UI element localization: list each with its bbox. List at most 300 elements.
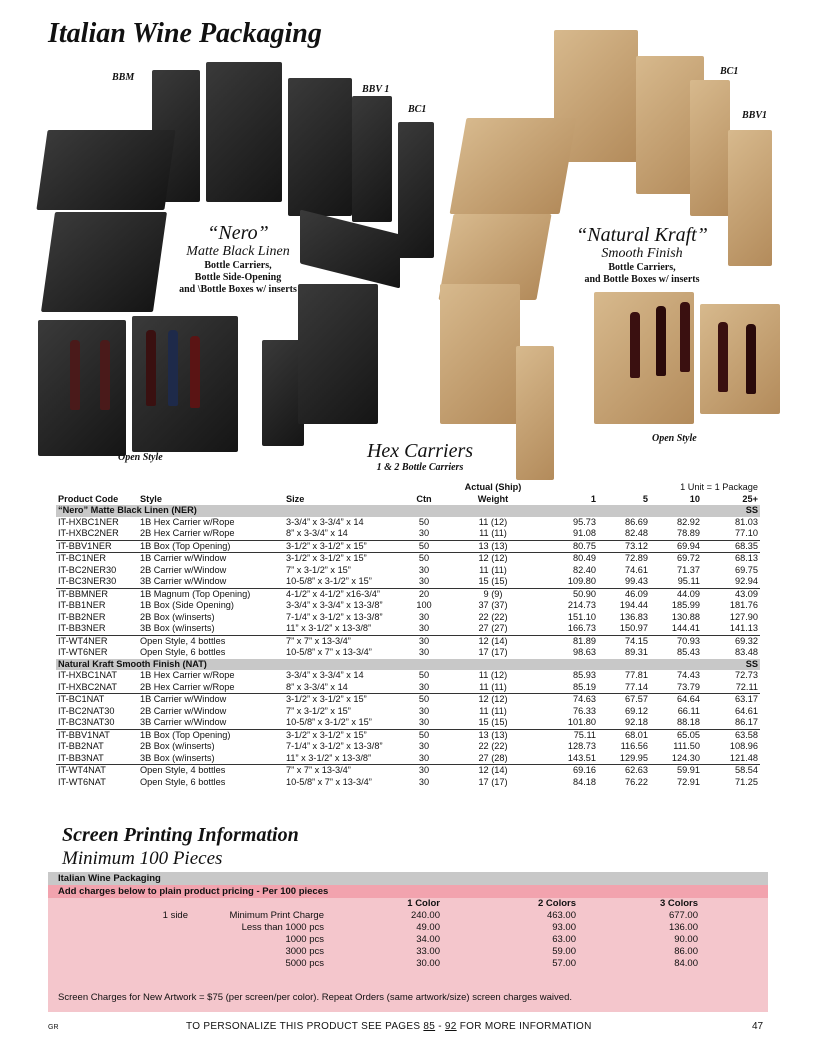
cell-p5: 74.15: [598, 635, 650, 647]
cell-c3: 90.00: [674, 934, 698, 945]
cell-p5: 77.14: [625, 681, 648, 692]
kraft-line1: Bottle Carriers,: [608, 262, 676, 273]
photo-black-hex-2: [298, 284, 378, 424]
cell-p1: 91.08: [573, 528, 596, 538]
kraft-line2: and Bottle Boxes w/ inserts: [584, 274, 700, 285]
table-row: [56, 717, 760, 729]
cell-p25: 68.35: [702, 540, 760, 553]
nero-caption: [168, 222, 308, 296]
cell-p10: 144.41: [671, 623, 700, 633]
photo-black-3b-carrier: [206, 62, 282, 202]
col-2-colors: 2 Colors: [537, 898, 576, 909]
label-bbv1-left: BBV 1: [362, 84, 390, 95]
cell-p1: 74.63: [540, 694, 598, 706]
cell-ctn: 50: [418, 516, 430, 527]
cell-p10: 73.79: [677, 681, 700, 692]
footer-text-after: FOR MORE INFORMATION: [456, 1021, 592, 1032]
cell-p5: 194.44: [619, 600, 648, 610]
table-row: [56, 647, 760, 659]
cell-p5: 99.43: [625, 576, 648, 586]
cell-side: [48, 934, 188, 946]
cell-ctn: 50: [402, 540, 446, 553]
cell-size: 3-1/2” x 3-1/2” x 15”: [284, 553, 402, 565]
cell-size: 11” x 3-1/2” x 13-3/8”: [286, 623, 372, 633]
cell-ctn: 30: [418, 717, 430, 727]
bottle-icon: [656, 306, 666, 376]
cell-side: 1 side: [162, 910, 188, 921]
cell-c1: 34.00: [416, 934, 440, 945]
screen-printing-header: Italian Wine Packaging: [48, 872, 768, 885]
cell-style: 2B Hex Carrier w/Rope: [140, 681, 235, 692]
photo-black-2b-carrier: [288, 78, 352, 216]
cell-p1: 82.40: [573, 564, 596, 575]
page-title: Italian Wine Packaging: [48, 18, 322, 49]
cell-weight: 15 (15): [478, 717, 508, 727]
cell-size: 3-3/4” x 3-3/4” x 14: [286, 516, 364, 527]
cell-weight: 11 (11): [479, 528, 507, 538]
cell-ctn: 50: [402, 729, 446, 741]
table-row: [48, 946, 698, 958]
cell-ctn: 30: [418, 611, 430, 622]
cell-code: IT-BC3NAT30: [58, 717, 115, 727]
table-row: [56, 694, 760, 706]
nero-line2: Bottle Side-Opening: [194, 272, 282, 283]
cell-size: 3-3/4” x 3-3/4” x 13-3/8”: [286, 600, 383, 610]
cell-p1: 85.19: [573, 681, 596, 692]
cell-p10: 82.92: [677, 516, 700, 527]
col-qty-5: 5: [642, 493, 648, 504]
cell-p5: 116.56: [620, 741, 648, 751]
col-ctn: Ctn: [416, 493, 432, 504]
cell-p5: 77.81: [625, 670, 648, 680]
cell-p25: 43.09: [702, 588, 760, 600]
link-page-85[interactable]: 85: [423, 1021, 436, 1032]
cell-ctn: 30: [418, 681, 430, 692]
cell-code: IT-BBV1NER: [56, 540, 138, 553]
cell-ctn: 30: [418, 752, 430, 763]
cell-size: 4-1/2” x 4-1/2” x16-3/4”: [284, 588, 402, 600]
photo-black-bc1-carrier: [398, 122, 434, 258]
section-tag: SS: [702, 505, 760, 517]
cell-p5: 76.22: [625, 776, 648, 787]
label-open-style-right: Open Style: [652, 433, 697, 444]
col-code: Product Code: [58, 493, 119, 504]
cell-weight: 12 (12): [446, 694, 540, 706]
nero-name: “Nero”: [207, 222, 269, 244]
cell-code: IT-BB3NER: [58, 623, 106, 633]
cell-p10: 88.18: [677, 717, 700, 727]
cell-code: IT-HXBC1NAT: [58, 670, 118, 680]
cell-ctn: 100: [416, 600, 432, 610]
table-row: [56, 706, 760, 718]
cell-size: 10-5/8” x 3-1/2” x 15”: [286, 576, 372, 586]
bottle-icon: [190, 336, 200, 408]
cell-ctn: 30: [418, 741, 430, 751]
photo-black-open-4: [38, 320, 126, 456]
col-qty-10: 10: [689, 493, 700, 504]
cell-style: 2B Carrier w/Window: [140, 564, 227, 575]
cell-style: 3B Carrier w/Window: [140, 576, 227, 586]
cell-weight: 17 (17): [478, 776, 508, 787]
cell-style: 1B Hex Carrier w/Rope: [140, 516, 235, 527]
cell-size: 7” x 3-1/2” x 15”: [286, 564, 351, 575]
cell-p5: 129.95: [619, 752, 648, 763]
cell-p10: 71.37: [677, 564, 700, 575]
screen-printing-subheader: Add charges below to plain product pricing - Per 100 pieces: [48, 885, 768, 898]
cell-code: IT-BBMNER: [56, 588, 138, 600]
section-name: Natural Kraft Smooth Finish (NAT): [56, 659, 702, 671]
cell-p10: 65.05: [650, 729, 702, 741]
cell-style: Open Style, 6 bottles: [140, 647, 226, 657]
cell-p25: 72.11: [735, 681, 758, 692]
cell-p25: 127.90: [729, 611, 758, 622]
cell-style: 2B Carrier w/Window: [140, 705, 227, 716]
screen-printing-panel: [48, 872, 768, 1012]
cell-label: 1000 pcs: [285, 934, 324, 945]
cell-c2: 93.00: [552, 922, 576, 933]
price-table: [56, 482, 760, 788]
cell-weight: 27 (27): [478, 623, 508, 633]
screen-printing-table: [48, 898, 698, 970]
cell-code: IT-WT6NAT: [58, 776, 106, 787]
cell-size: 8” x 3-3/4” x 14: [286, 681, 348, 692]
col-qty-1: 1: [590, 493, 596, 504]
section-tag: SS: [702, 659, 760, 671]
cell-style: 2B Hex Carrier w/Rope: [140, 528, 235, 538]
cell-code: IT-BB2NER: [58, 611, 106, 622]
cell-p25: 63.17: [702, 694, 760, 706]
cell-c3: 84.00: [674, 958, 698, 969]
cell-c1: 30.00: [416, 958, 440, 969]
footer-text-before: TO PERSONALIZE THIS PRODUCT SEE PAGES: [186, 1021, 424, 1032]
table-row: [56, 600, 760, 612]
cell-label: 3000 pcs: [285, 946, 324, 957]
footer-text: [186, 1021, 592, 1032]
cell-ctn: 30: [418, 564, 430, 575]
cell-p10: 185.99: [671, 600, 700, 610]
cell-size: 8” x 3-3/4” x 14: [286, 528, 348, 538]
cell-c2: 59.00: [552, 946, 576, 957]
photo-black-open-box: [36, 130, 175, 210]
section-name: “Nero” Matte Black Linen (NER): [56, 505, 702, 517]
cell-ctn: 50: [418, 670, 430, 680]
cell-p25: 69.32: [702, 635, 760, 647]
cell-c3: 86.00: [674, 946, 698, 957]
cell-c2: 63.00: [552, 934, 576, 945]
kraft-finish: Smooth Finish: [601, 246, 683, 261]
cell-weight: 11 (11): [479, 564, 507, 575]
col-style: Style: [140, 493, 162, 504]
cell-code: IT-BC1NAT: [56, 694, 138, 706]
cell-p10: 74.43: [677, 670, 700, 680]
cell-style: 1B Magnum (Top Opening): [138, 588, 284, 600]
cell-style: 1B Box (Top Opening): [138, 540, 284, 553]
cell-code: IT-WT4NER: [56, 635, 138, 647]
cell-c3: 136.00: [668, 922, 698, 933]
cell-weight: 13 (13): [446, 540, 540, 553]
cell-style: 3B Box (w/inserts): [140, 623, 215, 633]
cell-p10: 78.89: [677, 528, 700, 538]
cell-size: 7-1/4” x 3-1/2” x 13-3/8”: [286, 741, 383, 751]
table-row: [56, 753, 760, 765]
cell-style: Open Style, 6 bottles: [140, 776, 226, 787]
cell-ctn: 30: [418, 528, 430, 538]
cell-ctn: 30: [418, 705, 430, 716]
cell-weight: 12 (14): [446, 635, 540, 647]
cell-weight: 11 (11): [479, 681, 507, 692]
cell-p25: 69.75: [735, 564, 758, 575]
bottle-icon: [630, 312, 640, 378]
table-row: [56, 741, 760, 753]
cell-side: [48, 946, 188, 958]
cell-p5: 136.83: [619, 611, 648, 622]
cell-size: 11” x 3-1/2” x 13-3/8”: [286, 752, 372, 763]
cell-weight: 22 (22): [478, 611, 508, 622]
bottle-icon: [100, 340, 110, 410]
cell-style: Open Style, 4 bottles: [138, 765, 284, 777]
col-1-color: 1 Color: [407, 898, 440, 909]
cell-ctn: 30: [418, 623, 430, 633]
cell-p5: 62.63: [598, 765, 650, 777]
table-row: [56, 517, 760, 529]
col-qty-25: 25+: [742, 493, 758, 504]
cell-p1: 50.90: [540, 588, 598, 600]
cell-p1: 101.80: [567, 717, 596, 727]
cell-size: 7” x 7” x 13-3/4”: [284, 765, 402, 777]
table-row: [56, 623, 760, 635]
cell-p5: 67.57: [598, 694, 650, 706]
cell-label: 5000 pcs: [285, 958, 324, 969]
photo-kraft-3b-box: [450, 118, 577, 214]
screen-printing-subtitle: Minimum 100 Pieces: [62, 848, 223, 869]
cell-p10: 64.64: [650, 694, 702, 706]
cell-p25: 121.48: [729, 752, 758, 763]
cell-p1: 69.16: [540, 765, 598, 777]
nero-line3: and \Bottle Boxes w/ inserts: [179, 284, 297, 295]
table-row: [48, 934, 698, 946]
table-row: [56, 670, 760, 682]
cell-label: Minimum Print Charge: [229, 910, 324, 921]
cell-p10: 111.50: [673, 741, 700, 751]
cell-style: Open Style, 4 bottles: [138, 635, 284, 647]
cell-p1: 80.75: [540, 540, 598, 553]
cell-label: Less than 1000 pcs: [241, 922, 324, 933]
section-header: [56, 505, 760, 517]
table-row: [56, 729, 760, 741]
cell-p10: 124.30: [671, 752, 700, 763]
table-row: [56, 588, 760, 600]
photo-kraft-hex-2: [440, 284, 520, 424]
cell-p25: 92.94: [735, 576, 758, 586]
cell-p5: 150.97: [619, 623, 648, 633]
cell-style: 1B Box (Top Opening): [138, 729, 284, 741]
table-row: [56, 576, 760, 588]
cell-p10: 69.72: [650, 553, 702, 565]
cell-style: 3B Box (w/inserts): [140, 752, 215, 763]
table-row: [48, 922, 698, 934]
cell-style: 2B Box (w/inserts): [140, 611, 215, 622]
cell-p5: 72.89: [598, 553, 650, 565]
cell-p1: 95.73: [573, 516, 596, 527]
kraft-name: “Natural Kraft”: [576, 224, 708, 246]
cell-p1: 80.49: [540, 553, 598, 565]
cell-p25: 181.76: [729, 600, 758, 610]
photo-kraft-bbv1-box: [728, 130, 772, 266]
cell-p5: 46.09: [598, 588, 650, 600]
cell-p1: 75.11: [540, 729, 598, 741]
cell-ctn: 30: [418, 776, 430, 787]
label-open-style-left: Open Style: [118, 452, 163, 463]
cell-p10: 85.43: [677, 647, 700, 657]
cell-side: [48, 922, 188, 934]
cell-weight: 13 (13): [446, 729, 540, 741]
cell-size: 3-3/4” x 3-3/4” x 14: [286, 670, 364, 680]
nero-finish: Matte Black Linen: [186, 244, 290, 259]
link-page-92[interactable]: 92: [444, 1021, 457, 1032]
col-weight: Weight: [477, 493, 509, 504]
col-weight-top: Actual (Ship): [464, 482, 522, 492]
cell-p5: 73.12: [598, 540, 650, 553]
cell-code: IT-BC1NER: [56, 553, 138, 565]
table-row: [56, 635, 760, 647]
cell-p5: 92.18: [625, 717, 648, 727]
cell-p10: 72.91: [677, 776, 700, 787]
hex-caption: [350, 440, 490, 474]
cell-c1: 240.00: [410, 910, 440, 921]
cell-p5: 68.01: [598, 729, 650, 741]
cell-code: IT-WT4NAT: [56, 765, 138, 777]
cell-weight: 17 (17): [478, 647, 508, 657]
bottle-icon: [718, 322, 728, 392]
table-row: [56, 553, 760, 565]
cell-p1: 98.63: [573, 647, 596, 657]
cell-size: 3-1/2” x 3-1/2” x 15”: [284, 694, 402, 706]
cell-p25: 77.10: [735, 528, 758, 538]
cell-p1: 151.10: [567, 611, 596, 622]
cell-weight: 37 (37): [478, 600, 508, 610]
cell-p25: 63.58: [702, 729, 760, 741]
cell-size: 10-5/8” x 3-1/2” x 15”: [286, 717, 372, 727]
cell-size: 3-1/2” x 3-1/2” x 15”: [284, 540, 402, 553]
cell-ctn: 30: [402, 635, 446, 647]
cell-ctn: 30: [418, 576, 430, 586]
cell-size: 10-5/8” x 7” x 13-3/4”: [286, 776, 372, 787]
cell-code: IT-BB3NAT: [58, 752, 104, 763]
label-bbm: BBM: [112, 72, 135, 83]
cell-weight: 12 (14): [446, 765, 540, 777]
cell-p25: 83.48: [735, 647, 758, 657]
cell-c1: 49.00: [416, 922, 440, 933]
cell-size: 10-5/8” x 7” x 13-3/4”: [286, 647, 372, 657]
bottle-icon: [70, 340, 80, 410]
photo-kraft-hex-1: [516, 346, 554, 480]
cell-p5: 74.61: [625, 564, 648, 575]
section-header: [56, 659, 760, 671]
cell-code: IT-BB1NER: [58, 600, 106, 610]
photo-black-bbv1-box: [352, 96, 392, 222]
table-row: [56, 777, 760, 789]
cell-ctn: 50: [402, 553, 446, 565]
table-row: [56, 682, 760, 694]
footer-dash: -: [435, 1021, 445, 1032]
cell-size: 7-1/4” x 3-1/2” x 13-3/8”: [286, 611, 383, 622]
bottle-icon: [168, 330, 178, 406]
cell-ctn: 30: [402, 765, 446, 777]
cell-weight: 11 (12): [478, 516, 508, 527]
cell-p1: 85.93: [573, 670, 596, 680]
cell-p25: 81.03: [735, 516, 758, 527]
cell-p5: 86.69: [625, 516, 648, 527]
cell-style: 1B Carrier w/Window: [138, 553, 284, 565]
photo-kraft-open-6: [594, 292, 694, 424]
cell-c2: 463.00: [546, 910, 576, 921]
cell-p1: 84.18: [573, 776, 596, 787]
cell-weight: 12 (12): [446, 553, 540, 565]
cell-weight: 11 (11): [479, 705, 507, 716]
screen-charges-note: Screen Charges for New Artwork = $75 (per screen/per color). Repeat Orders (same artwork/size) screen charges waived.: [58, 992, 572, 1003]
cell-p10: 95.11: [677, 576, 700, 586]
cell-style: 1B Box (Side Opening): [140, 600, 234, 610]
cell-p25: 71.25: [735, 776, 758, 787]
cell-p1: 143.51: [567, 752, 596, 763]
cell-p5: 89.31: [625, 647, 648, 657]
cell-p10: 130.88: [671, 611, 700, 622]
kraft-caption: [562, 224, 722, 286]
cell-p25: 108.96: [729, 741, 758, 751]
table-row: [56, 540, 760, 553]
cell-p5: 82.48: [625, 528, 648, 538]
page-number: 47: [752, 1021, 764, 1032]
cell-weight: 27 (28): [478, 752, 508, 763]
screen-printing-title: Screen Printing Information: [62, 824, 299, 846]
cell-code: IT-BC3NER30: [58, 576, 117, 586]
cell-p25: 68.13: [702, 553, 760, 565]
table-row: [48, 910, 698, 922]
label-bbv1-right: BBV1: [742, 110, 768, 121]
cell-weight: 15 (15): [478, 576, 508, 586]
cell-p25: 72.73: [735, 670, 758, 680]
cell-p10: 66.11: [677, 705, 700, 716]
col-3-colors: 3 Colors: [659, 898, 698, 909]
cell-style: 1B Carrier w/Window: [138, 694, 284, 706]
cell-code: IT-BC2NER30: [58, 564, 117, 575]
bottle-icon: [680, 302, 690, 372]
cell-p25: 58.54: [702, 765, 760, 777]
hex-desc: 1 & 2 Bottle Carriers: [376, 462, 464, 473]
cell-side: [48, 958, 188, 970]
cell-p10: 59.91: [650, 765, 702, 777]
label-bc1-left: BC1: [408, 104, 427, 115]
bottle-icon: [146, 330, 156, 406]
cell-weight: 9 (9): [446, 588, 540, 600]
cell-p1: 76.33: [573, 705, 596, 716]
cell-ctn: 20: [402, 588, 446, 600]
cell-ctn: 30: [418, 647, 430, 657]
footer-gr: GR: [48, 1024, 59, 1031]
photo-black-open-box-2: [41, 212, 167, 312]
cell-size: 3-1/2” x 3-1/2” x 15”: [284, 729, 402, 741]
cell-style: 3B Carrier w/Window: [140, 717, 227, 727]
cell-p1: 128.73: [567, 741, 596, 751]
table-row: [56, 565, 760, 577]
cell-p1: 214.73: [567, 600, 596, 610]
cell-ctn: 50: [402, 694, 446, 706]
cell-p1: 109.80: [567, 576, 596, 586]
cell-c2: 57.00: [552, 958, 576, 969]
cell-p25: 141.13: [729, 623, 758, 633]
cell-code: IT-BBV1NAT: [56, 729, 138, 741]
col-size: Size: [286, 493, 305, 504]
